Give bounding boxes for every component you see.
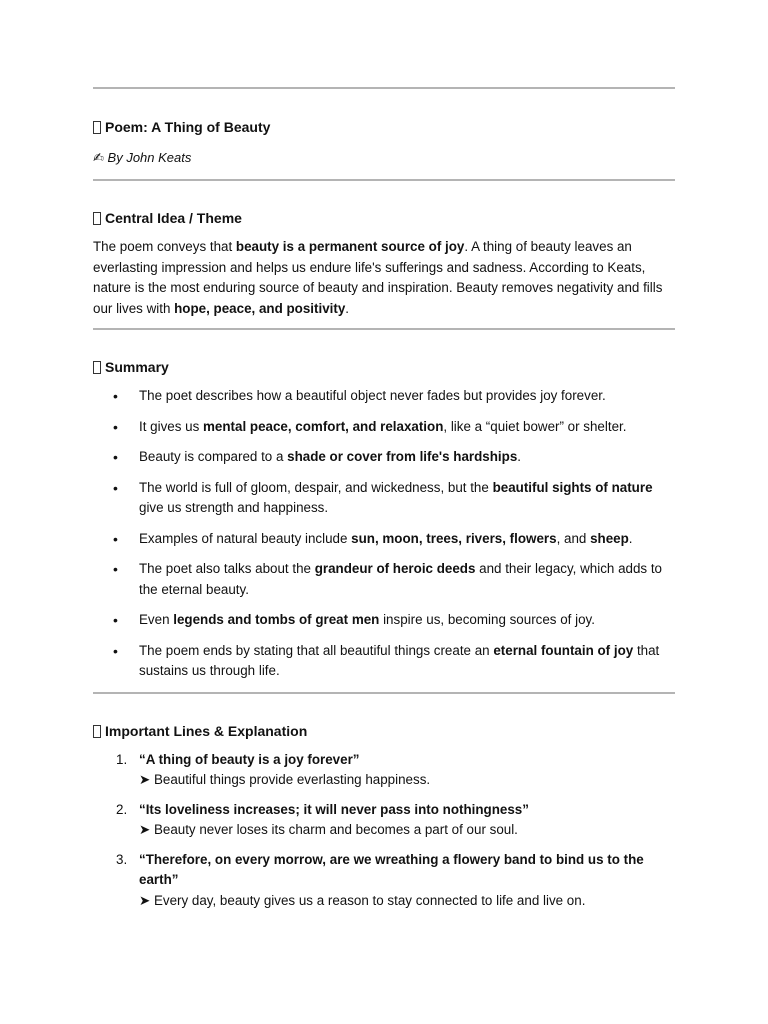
list-item: • Beauty is compared to a shade or cover from life's hardships. (93, 447, 675, 468)
missing-glyph-box-icon (93, 361, 101, 374)
line-explanation: ➤ Every day, beauty gives us a reason to stay connected to life and live on. (139, 892, 586, 908)
list-item: • It gives us mental peace, comfort, and relaxation, like a “quiet bower” or shelter. (93, 417, 675, 438)
summary-heading: Summary (93, 358, 675, 376)
list-item: 3. “Therefore, on every morrow, are we wreathing a flowery band to bind us to the earth” ➤ Every day, beauty gives us a reason to stay connected to life and live on. (93, 850, 675, 912)
important-lines-list (93, 750, 675, 912)
list-item: 1. “A thing of beauty is a joy forever” ➤ Beautiful things provide everlasting happiness. (93, 750, 675, 791)
central-idea-paragraph: The poem conveys that beauty is a permanent source of joy. A thing of beauty leaves an everlasting impression and helps us endure life's sufferings and sadness. According to Keats, nature is the most enduring source of beauty and inspiration. Beauty removes negativity and fills our lives with hope, peace, and positivity. (93, 239, 663, 316)
line-explanation: ➤ Beautiful things provide everlasting happiness. (139, 772, 431, 787)
line-quote: “A thing of beauty is a joy forever” (139, 751, 360, 767)
line-explanation: ➤ Beauty never loses its charm and becomes a part of our soul. (139, 822, 518, 837)
list-item: • The world is full of gloom, despair, and wickedness, but the beautiful sights of nature give us strength and happiness. (93, 478, 675, 519)
line-quote: “Therefore, on every morrow, are we wreathing a flowery band to bind us to the earth” (139, 851, 644, 887)
list-item: • Even legends and tombs of great men inspire us, becoming sources of joy. (93, 610, 675, 631)
list-item: • The poet describes how a beautiful object never fades but provides joy forever. (93, 386, 675, 407)
document-content (93, 0, 675, 911)
list-item: • The poem ends by stating that all beautiful things create an eternal fountain of joy that sustains us through life. (93, 641, 675, 682)
missing-glyph-box-icon (93, 121, 101, 134)
important-lines-heading: Important Lines & Explanation (93, 722, 675, 740)
central-idea-heading: Central Idea / Theme (93, 209, 675, 227)
missing-glyph-box-icon (93, 725, 101, 738)
author-line: ✍ By John Keats (93, 150, 192, 165)
list-item: 2. “Its loveliness increases; it will never pass into nothingness” ➤ Beauty never loses its charm and becomes a part of our soul. (93, 800, 675, 841)
list-item: • The poet also talks about the grandeur of heroic deeds and their legacy, which adds to the eternal beauty. (93, 559, 675, 600)
missing-glyph-box-icon (93, 212, 101, 225)
summary-list (93, 386, 675, 682)
poem-title: Poem: A Thing of Beauty (93, 118, 675, 136)
line-quote: “Its loveliness increases; it will never pass into nothingness” (139, 801, 529, 817)
writing-hand-icon: ✍ (93, 150, 104, 165)
list-item: • Examples of natural beauty include sun, moon, trees, rivers, flowers, and sheep. (93, 529, 675, 550)
